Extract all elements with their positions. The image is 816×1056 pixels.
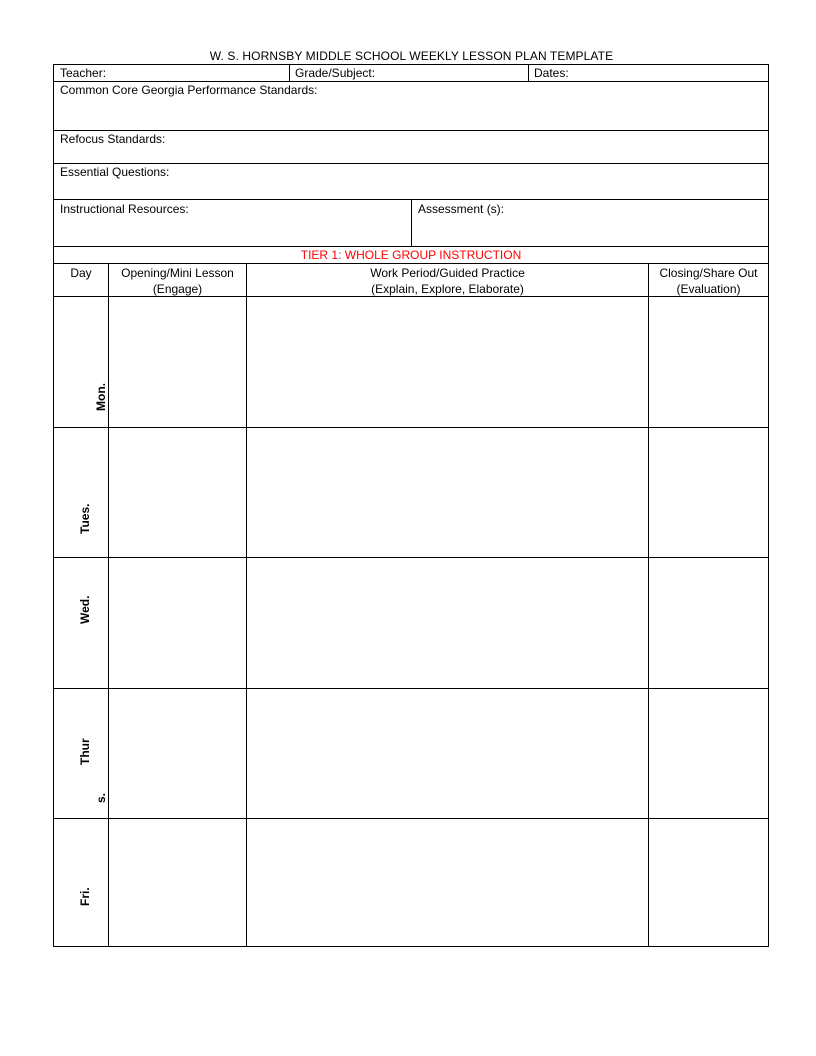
grade-subject-field[interactable]: Grade/Subject: bbox=[295, 66, 376, 80]
teacher-field[interactable]: Teacher: bbox=[60, 66, 107, 80]
tue-work-cell[interactable] bbox=[247, 428, 648, 557]
tue-closing-cell[interactable] bbox=[649, 428, 768, 557]
assessment-field[interactable]: Assessment (s): bbox=[418, 202, 505, 216]
mon-opening-cell[interactable] bbox=[109, 297, 246, 427]
day-label-tues: Tues. bbox=[78, 503, 92, 534]
day-label-mon: Mon. bbox=[94, 383, 108, 411]
page-title: W. S. HORNSBY MIDDLE SCHOOL WEEKLY LESSON PLAN TEMPLATE bbox=[209, 49, 614, 63]
column-header-work bbox=[247, 265, 648, 297]
column-header-opening-sub: (Engage) bbox=[152, 282, 203, 296]
table-border-left bbox=[53, 64, 54, 947]
column-header-day: Day bbox=[70, 266, 92, 280]
col-divider bbox=[289, 64, 290, 82]
common-core-field[interactable]: Common Core Georgia Performance Standards: bbox=[60, 83, 318, 97]
tue-opening-cell[interactable] bbox=[109, 428, 246, 557]
column-header-work-sub: (Explain, Explore, Elaborate) bbox=[371, 282, 524, 296]
table-border-top bbox=[53, 64, 769, 65]
mon-work-cell[interactable] bbox=[247, 297, 648, 427]
row-divider bbox=[53, 163, 769, 164]
instructional-resources-field[interactable]: Instructional Resources: bbox=[60, 202, 189, 216]
thu-work-cell[interactable] bbox=[247, 689, 648, 818]
refocus-standards-field[interactable]: Refocus Standards: bbox=[60, 132, 166, 146]
row-divider bbox=[53, 81, 769, 82]
thu-opening-cell[interactable] bbox=[109, 689, 246, 818]
column-header-closing-sub: (Evaluation) bbox=[676, 282, 741, 296]
column-header-work-title: Work Period/Guided Practice bbox=[370, 266, 525, 280]
column-header-opening bbox=[109, 265, 246, 297]
col-divider bbox=[528, 64, 529, 82]
table-border-bottom bbox=[53, 946, 769, 947]
tier-banner: TIER 1: WHOLE GROUP INSTRUCTION bbox=[300, 248, 522, 262]
column-header-opening-title: Opening/Mini Lesson bbox=[121, 266, 234, 280]
day-label-thurs-suffix: s. bbox=[94, 792, 108, 803]
dates-field[interactable]: Dates: bbox=[534, 66, 569, 80]
day-label-wed: Wed. bbox=[78, 595, 92, 624]
essential-questions-field[interactable]: Essential Questions: bbox=[60, 165, 170, 179]
wed-opening-cell[interactable] bbox=[109, 558, 246, 688]
wed-work-cell[interactable] bbox=[247, 558, 648, 688]
column-header-closing bbox=[649, 265, 768, 297]
wed-closing-cell[interactable] bbox=[649, 558, 768, 688]
row-divider bbox=[53, 130, 769, 131]
day-label-fri: Fri. bbox=[78, 887, 92, 906]
table-border-right bbox=[768, 64, 769, 947]
row-divider bbox=[53, 263, 769, 264]
column-header-closing-title: Closing/Share Out bbox=[659, 266, 758, 280]
col-divider bbox=[411, 199, 412, 247]
day-label-thurs: Thur bbox=[78, 738, 92, 765]
mon-closing-cell[interactable] bbox=[649, 297, 768, 427]
fri-work-cell[interactable] bbox=[247, 819, 648, 946]
thu-closing-cell[interactable] bbox=[649, 689, 768, 818]
fri-closing-cell[interactable] bbox=[649, 819, 768, 946]
fri-opening-cell[interactable] bbox=[109, 819, 246, 946]
